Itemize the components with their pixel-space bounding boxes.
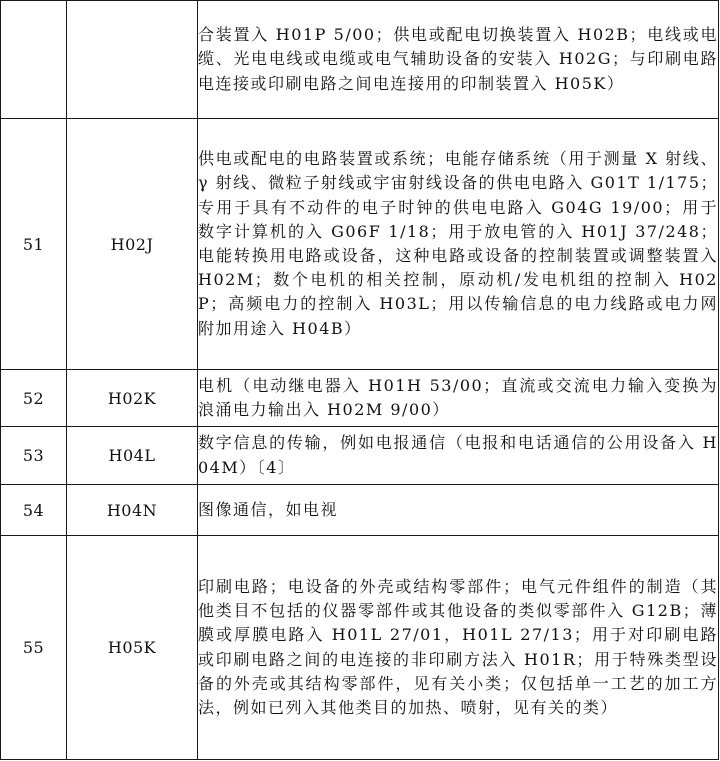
- description-cell: 数字信息的传输，例如电报通信（电报和电话通信的公用设备入 H04M）〔4〕: [198, 427, 719, 485]
- description-cell: 图像通信，如电视: [198, 485, 719, 536]
- ipc-code-cell: H05K: [67, 536, 198, 760]
- table-row: [1, 1, 719, 119]
- row-number-cell: 54: [1, 485, 67, 536]
- ipc-code-cell: H04N: [67, 485, 198, 536]
- row-number-cell: 53: [1, 427, 67, 485]
- row-number-cell: 52: [1, 370, 67, 427]
- description-cell: 印刷电路；电设备的外壳或结构零部件；电气元件组件的制造（其他类目不包括的仪器零部件或其他设备的类似零部件入 G12B；薄膜或厚膜电路入 H01L 27/01，H01L 27/13；用于对印刷电路或印刷电路之间的电连接的非印刷方法入 H01R；用于特殊类型设备的外壳或其结构零部件，见有关小类；仅包括单一工艺的加工方法，例如已列入其他类目的加热、喷射，见有关的类）: [198, 536, 719, 760]
- description-cell: 电机（电动继电器入 H01H 53/00；直流或交流电力输入变换为浪涌电力输出入 H02M 9/00）: [198, 370, 719, 427]
- ipc-code-cell: H04L: [67, 427, 198, 485]
- ipc-code-cell: H02J: [67, 119, 198, 370]
- ipc-code-cell: H02K: [67, 370, 198, 427]
- table-row: [1, 485, 719, 536]
- table-row: [1, 370, 719, 427]
- table-row: [1, 119, 719, 370]
- description-cell: 供电或配电的电路装置或系统；电能存储系统（用于测量 X 射线、γ 射线、微粒子射线或宇宙射线设备的供电电路入 G01T 1/175；专用于具有不动件的电子时钟的供电电路入 G04G 19/00；用于数字计算机的入 G06F 1/18；用于放电管的入 H01J 37/248；电能转换用电路或设备，这种电路或设备的控制装置或调整装置入 H02M；数个电机的相关控制，原动机/发电机组的控制入 H02P；高频电力的控制入 H03L；用以传输信息的电力线路或电力网附加用途入 H04B）: [198, 119, 719, 370]
- ipc-code-cell: [67, 1, 198, 119]
- description-cell: 合装置入 H01P 5/00；供电或配电切换装置入 H02B；电线或电缆、光电电线或电缆或电气辅助设备的安装入 H02G；与印刷电路电连接或印刷电路之间电连接用的印制装置入 H05K）: [198, 1, 719, 119]
- table-row: [1, 536, 719, 760]
- row-number-cell: [1, 1, 67, 119]
- table-row: [1, 427, 719, 485]
- row-number-cell: 55: [1, 536, 67, 760]
- row-number-cell: 51: [1, 119, 67, 370]
